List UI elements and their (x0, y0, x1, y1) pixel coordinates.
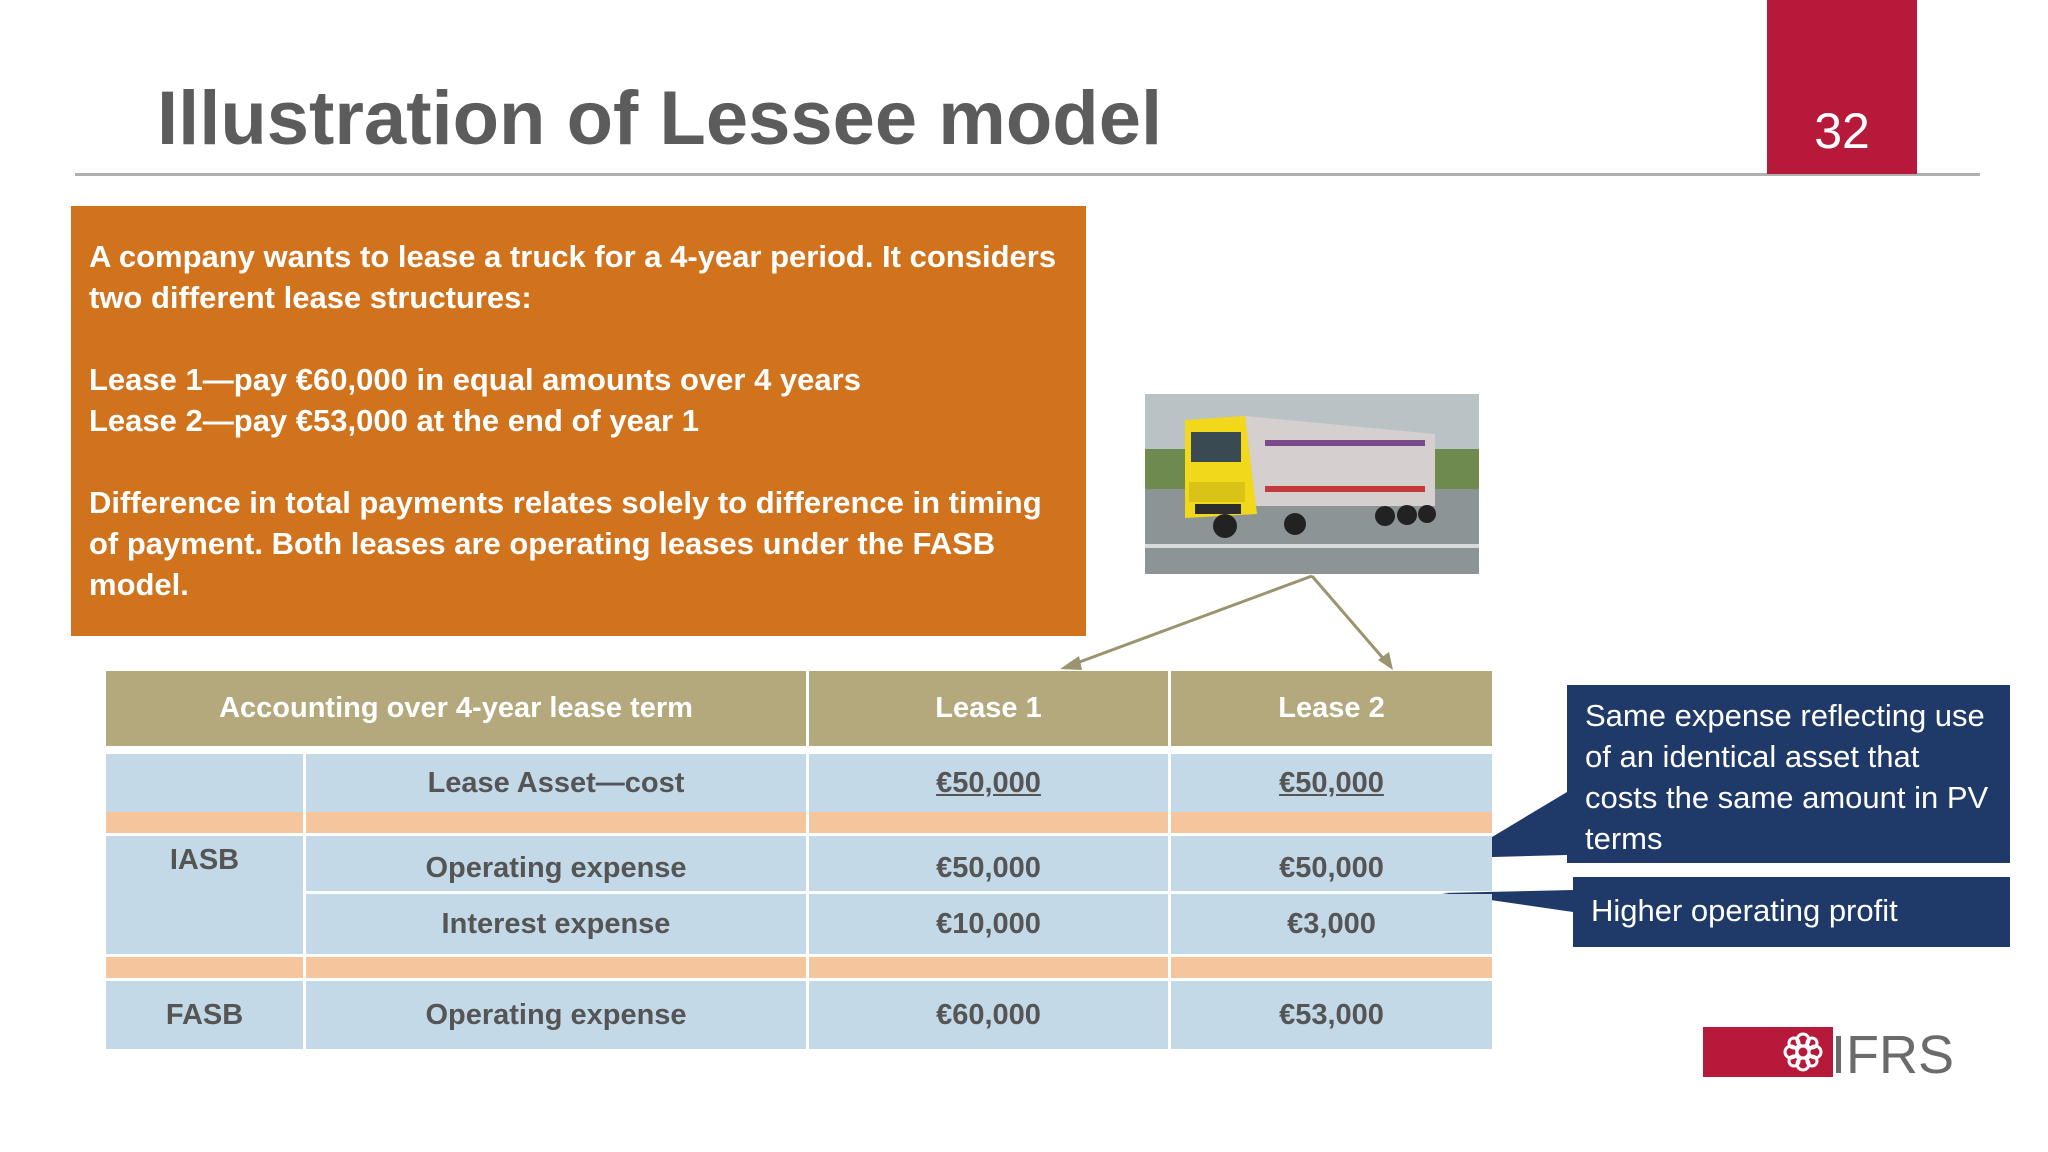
ifrs-logo-text: IFRS (1831, 1025, 1955, 1080)
lease-2-value: €50,000 (1171, 754, 1492, 812)
row-spacer (1171, 812, 1492, 833)
group-spacer (106, 754, 303, 812)
header-accounting: Accounting over 4-year lease term (106, 671, 806, 746)
row-label: Lease Asset—cost (306, 754, 806, 812)
row-spacer (306, 957, 806, 978)
page-title: Illustration of Lessee model (157, 76, 1163, 161)
row-spacer (306, 812, 806, 833)
lease-2-value: €50,000 (1171, 836, 1492, 891)
lease-options (89, 359, 1068, 441)
header-lease-2: Lease 2 (1171, 671, 1492, 746)
lease-2-description: Lease 2—pay €53,000 at the end of year 1 (89, 403, 699, 438)
ifrs-logo (1703, 1025, 1973, 1080)
row-label: Interest expense (306, 894, 806, 954)
lease-1-value: €50,000 (809, 836, 1168, 891)
lease-1-value: €60,000 (809, 981, 1168, 1049)
group-spacer (106, 957, 303, 978)
same-expense-callout: Same expense reflecting use of an identical asset that costs the same amount in PV terms (1567, 685, 2010, 863)
higher-profit-callout: Higher operating profit (1573, 877, 2010, 947)
intro-box (71, 206, 1086, 636)
lease-1-description: Lease 1—pay €60,000 in equal amounts over 4 years (89, 362, 861, 397)
lease-2-value: €53,000 (1171, 981, 1492, 1049)
conclusion-paragraph: Difference in total payments relates solely to difference in timing of payment. Both leases are operating leases under the FASB model. (89, 485, 1042, 602)
lease-1-value: €50,000 (809, 754, 1168, 812)
lease-2-value: €3,000 (1171, 894, 1492, 954)
row-label: Operating expense (306, 981, 806, 1049)
intro-paragraph: A company wants to lease a truck for a 4-year period. It considers two different lease structures: (89, 239, 1057, 315)
lease-1-value: €10,000 (809, 894, 1168, 954)
group-spacer (106, 812, 303, 833)
page-number-badge: 32 (1767, 0, 1917, 174)
row-spacer (809, 957, 1168, 978)
group-fasb: FASB (106, 981, 303, 1049)
title-divider (75, 173, 1980, 176)
group-iasb: IASB (106, 836, 303, 954)
row-spacer (1171, 957, 1492, 978)
row-spacer (809, 812, 1168, 833)
truck-photo (1145, 394, 1479, 574)
header-lease-1: Lease 1 (809, 671, 1168, 746)
row-label: Operating expense (306, 836, 806, 891)
